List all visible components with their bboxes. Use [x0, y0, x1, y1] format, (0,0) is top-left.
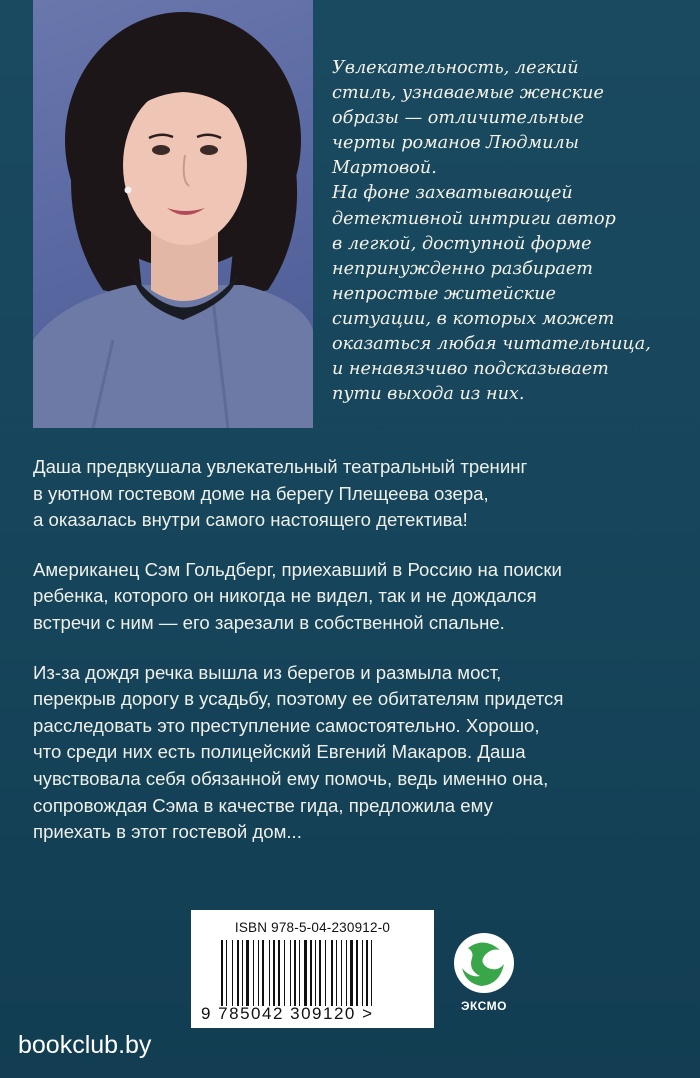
annotation-line: чувствовала себя обязанной ему помочь, ведь именно она, [33, 767, 549, 789]
annotation-line: встречи с ним — его зарезали в собственной спальне. [33, 611, 505, 633]
blurb-line: На фоне захватывающей [332, 183, 573, 204]
publisher-logo [448, 928, 520, 1018]
blurb-line: образы — отличительные [332, 108, 585, 129]
blurb-line: ситуации, в которых может [332, 308, 615, 329]
annotation-paragraph [33, 660, 673, 846]
blurb-line: в легкой, доступной форме [332, 233, 592, 254]
annotation-line: перекрыв дорогу в усадьбу, поэтому ее обитателям придется [33, 688, 564, 710]
annotation-line: Американец Сэм Гольдберг, приехавший в Россию на поиски [33, 558, 562, 580]
blurb-line: непростые житейские [332, 283, 556, 304]
blurb-line: и ненавязчиво подсказывает [332, 359, 609, 380]
blurb-line: черты романов Людмилы [332, 133, 579, 154]
annotation-line: а оказалась внутри самого настоящего детектива! [33, 509, 468, 531]
annotation-line: Из-за дождя речка вышла из берегов и размыла мост, [33, 661, 502, 683]
annotation-paragraph [33, 557, 673, 637]
annotation-line: в уютном гостевом доме на берегу Плещеева озера, [33, 482, 489, 504]
annotation-line: сопровождая Сэма в качестве гида, предложила ему [33, 794, 493, 816]
annotation-line: что среди них есть полицейский Евгений Макаров. Даша [33, 741, 526, 763]
blurb-line: оказаться любая читательница, [332, 334, 651, 355]
isbn-barcode [191, 910, 434, 1028]
isbn-label: ISBN 978-5-04-230912-0 [234, 920, 391, 935]
blurb-line: детективной интриги автор [332, 208, 616, 229]
annotation-line: расследовать это преступление самостоятельно. Хорошо, [33, 714, 540, 736]
blurb-line: непринужденно разбирает [332, 258, 593, 279]
author-photo [33, 0, 313, 428]
annotation-line: Даша предвкушала увлекательный театральный тренинг [33, 456, 528, 477]
annotation-line: приехать в этот гостевой дом... [33, 821, 302, 843]
barcode-bars [221, 940, 404, 1006]
author-blurb [332, 56, 677, 407]
eksmo-logo-icon [448, 928, 520, 998]
blurb-line: Мартовой. [332, 158, 437, 179]
blurb-line: пути выхода из них. [332, 384, 525, 405]
author-portrait-illustration [33, 0, 313, 428]
annotation-line: ребенка, которого он никогда не видел, так и не дождался [33, 585, 537, 607]
watermark-link[interactable]: bookclub.by [18, 1031, 152, 1059]
barcode-digits: 9 785042 309120 > [201, 1004, 374, 1023]
publisher-name: ЭКСМО [460, 999, 508, 1013]
blurb-line: Увлекательность, легкий [332, 58, 579, 78]
book-annotation [33, 454, 673, 869]
annotation-paragraph [33, 454, 673, 534]
blurb-line: стиль, узнаваемые женские [332, 83, 604, 104]
